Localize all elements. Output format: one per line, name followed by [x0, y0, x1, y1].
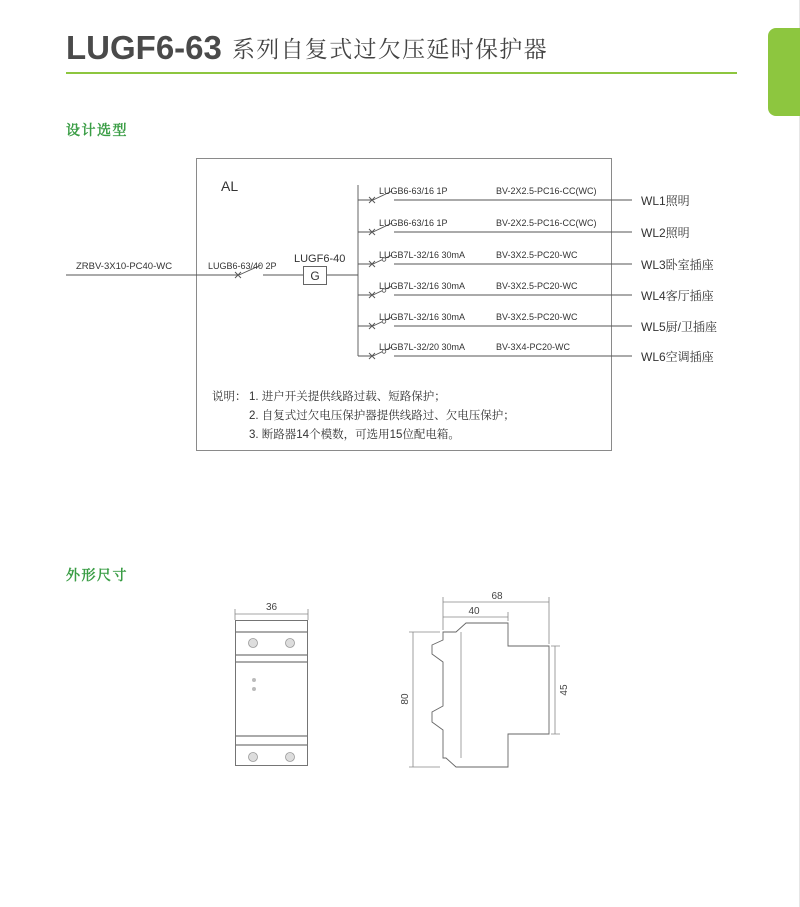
branch-circuit-label: WL1照明: [641, 194, 690, 208]
overall-depth-dimension: 68: [491, 591, 503, 602]
branch-circuit-label: WL2照明: [641, 226, 690, 240]
terminal-screw-bottom-left: [249, 753, 258, 762]
branch-circuit: [358, 342, 714, 364]
section-heading-dimensions: 外形尺寸: [66, 567, 128, 583]
section-heading-design: 设计选型: [66, 122, 128, 138]
front-face-height-dimension: 45: [559, 684, 570, 696]
branch-circuits: [358, 186, 717, 364]
branch-circuit-label: WL3卧室插座: [641, 258, 714, 272]
indicator-light: [252, 687, 256, 691]
notes-label: 说明：: [212, 391, 247, 403]
branch-cable-label: BV-3X2.5-PC20-WC: [496, 312, 578, 322]
branch-cable-label: BV-3X2.5-PC20-WC: [496, 281, 578, 291]
branch-breaker-label: LUGB7L-32/16 30mA: [379, 281, 466, 291]
branch-circuit-label: WL5厨/卫插座: [641, 320, 718, 334]
side-view-drawing: [400, 591, 570, 767]
branch-breaker-label: LUGB7L-32/16 30mA: [379, 312, 466, 322]
distribution-box-outline: [197, 159, 612, 451]
protector-symbol: G: [310, 269, 320, 283]
height-dimension: 80: [400, 693, 411, 705]
branch-cable-label: BV-3X4-PC20-WC: [496, 342, 571, 352]
front-view-drawing: [235, 602, 308, 766]
terminal-screw-top-left: [249, 639, 258, 648]
branch-breaker-label: LUGB7L-32/20 30mA: [379, 342, 466, 352]
front-width-dimension: 36: [265, 602, 278, 613]
branch-cable-label: BV-2X2.5-PC16-CC(WC): [496, 186, 597, 196]
front-body-outline: [236, 621, 308, 766]
product-model: LUGF6-63: [66, 29, 222, 66]
panel-label: AL: [221, 178, 239, 194]
branch-circuit: [358, 250, 714, 272]
branch-cable-label: BV-2X2.5-PC16-CC(WC): [496, 218, 597, 228]
branch-circuit: [358, 281, 714, 303]
note-2: 2. 自复式过欠电压保护器提供线路过、欠电压保护；: [249, 410, 515, 422]
branch-circuit-label: WL6空调插座: [641, 350, 714, 364]
shoulder-depth-dimension: 40: [468, 606, 480, 617]
product-title: 系列自复式过欠压延时保护器: [232, 36, 548, 62]
branch-circuit-label: WL4客厅插座: [641, 289, 714, 303]
branch-circuit: [358, 186, 690, 208]
terminal-screw-top-right: [286, 639, 295, 648]
protector-model-label: LUGF6-40: [294, 253, 346, 265]
note-3: 3. 断路器14个模数，可选用15位配电箱。: [249, 429, 460, 441]
indicator-light: [252, 678, 256, 682]
wiring-diagram: [66, 159, 717, 451]
branch-breaker-label: LUGB7L-32/16 30mA: [379, 250, 466, 260]
branch-circuit: [358, 218, 690, 240]
side-body-outline: [432, 623, 549, 767]
incoming-cable-label: ZRBV-3X10-PC40-WC: [76, 261, 173, 272]
terminal-screw-bottom-right: [286, 753, 295, 762]
note-1: 1. 进户开关提供线路过载、短路保护；: [249, 391, 446, 403]
branch-cable-label: BV-3X2.5-PC20-WC: [496, 250, 578, 260]
branch-breaker-label: LUGB6-63/16 1P: [379, 186, 448, 196]
branch-circuit: [358, 312, 717, 334]
branch-breaker-label: LUGB6-63/16 1P: [379, 218, 448, 228]
main-breaker-label: LUGB6-63/40 2P: [208, 261, 277, 271]
